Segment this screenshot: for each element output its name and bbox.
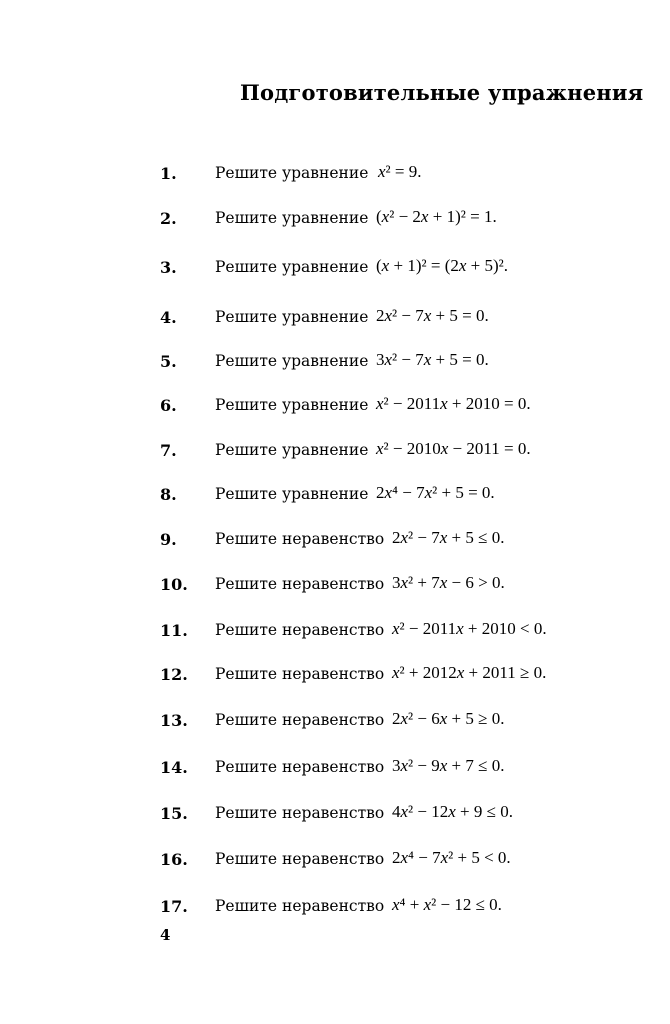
exercise-expression: 2x⁴ − 7x² + 5 < 0. <box>392 848 511 867</box>
exercise-expression: x² = 9. <box>378 162 422 181</box>
exercise-expression: 3x² − 7x + 5 = 0. <box>376 350 489 369</box>
exercise-item <box>0 800 670 830</box>
exercise-instruction: Решите уравнение <box>215 352 369 370</box>
exercise-number: 5. <box>160 352 177 371</box>
exercise-instruction: Решите неравенство <box>215 804 385 822</box>
exercise-item <box>0 160 670 190</box>
exercise-instruction: Решите уравнение <box>215 308 369 326</box>
exercise-expression: x² − 2011x + 2010 = 0. <box>376 394 531 413</box>
exercise-expression: 3x² − 9x + 7 ≤ 0. <box>392 756 505 775</box>
exercise-number: 1. <box>160 164 177 183</box>
exercise-expression: 4x² − 12x + 9 ≤ 0. <box>392 802 513 821</box>
exercise-instruction: Решите неравенство <box>215 530 385 548</box>
exercise-expression: (x + 1)² = (2x + 5)². <box>376 256 509 275</box>
exercise-instruction: Решите уравнение <box>215 209 369 227</box>
exercise-expression: 2x² − 6x + 5 ≥ 0. <box>392 709 505 728</box>
page-title: Подготовительные упражнения <box>240 80 644 105</box>
exercise-item <box>0 304 670 334</box>
exercise-instruction: Решите неравенство <box>215 711 385 729</box>
exercise-expression: x² − 2010x − 2011 = 0. <box>376 439 531 458</box>
exercise-expression: 2x² − 7x + 5 = 0. <box>376 306 489 325</box>
exercise-item <box>0 481 670 511</box>
exercise-number: 10. <box>160 575 188 594</box>
exercise-instruction: Решите неравенство <box>215 758 385 776</box>
exercise-number: 12. <box>160 665 188 684</box>
exercise-item <box>0 437 670 467</box>
exercise-expression: x⁴ + x² − 12 ≤ 0. <box>392 895 502 914</box>
exercise-instruction: Решите неравенство <box>215 665 385 683</box>
exercise-instruction: Решите уравнение <box>215 258 369 276</box>
exercise-number: 4. <box>160 308 177 327</box>
exercise-instruction: Решите уравнение <box>215 164 369 182</box>
exercise-item <box>0 617 670 647</box>
exercise-number: 11. <box>160 621 188 640</box>
exercise-instruction: Решите уравнение <box>215 441 369 459</box>
exercise-expression: x² − 2011x + 2010 < 0. <box>392 619 547 638</box>
exercise-item <box>0 392 670 422</box>
exercise-expression: (x² − 2x + 1)² = 1. <box>376 207 497 226</box>
exercise-number: 9. <box>160 530 177 549</box>
exercise-instruction: Решите уравнение <box>215 396 369 414</box>
exercise-number: 16. <box>160 850 188 869</box>
exercise-expression: 3x² + 7x − 6 > 0. <box>392 573 505 592</box>
exercise-item <box>0 661 670 691</box>
exercise-expression: x² + 2012x + 2011 ≥ 0. <box>392 663 547 682</box>
exercise-number: 6. <box>160 396 177 415</box>
exercise-item <box>0 893 670 923</box>
exercise-expression: 2x⁴ − 7x² + 5 = 0. <box>376 483 495 502</box>
exercise-item <box>0 754 670 784</box>
exercise-item <box>0 348 670 378</box>
exercise-expression: 2x² − 7x + 5 ≤ 0. <box>392 528 505 547</box>
exercise-item <box>0 254 670 284</box>
exercise-instruction: Решите неравенство <box>215 575 385 593</box>
exercise-number: 3. <box>160 258 177 277</box>
exercise-item <box>0 205 670 235</box>
exercise-instruction: Решите неравенство <box>215 850 385 868</box>
exercise-item <box>0 846 670 876</box>
page-number: 4 <box>160 926 171 944</box>
exercise-instruction: Решите неравенство <box>215 897 385 915</box>
exercise-number: 8. <box>160 485 177 504</box>
exercise-number: 13. <box>160 711 188 730</box>
exercise-instruction: Решите уравнение <box>215 485 369 503</box>
exercise-number: 14. <box>160 758 188 777</box>
exercise-number: 15. <box>160 804 188 823</box>
exercise-number: 17. <box>160 897 188 916</box>
exercise-number: 7. <box>160 441 177 460</box>
exercise-item <box>0 526 670 556</box>
exercise-item <box>0 707 670 737</box>
exercise-number: 2. <box>160 209 177 228</box>
exercise-item <box>0 571 670 601</box>
exercise-instruction: Решите неравенство <box>215 621 385 639</box>
